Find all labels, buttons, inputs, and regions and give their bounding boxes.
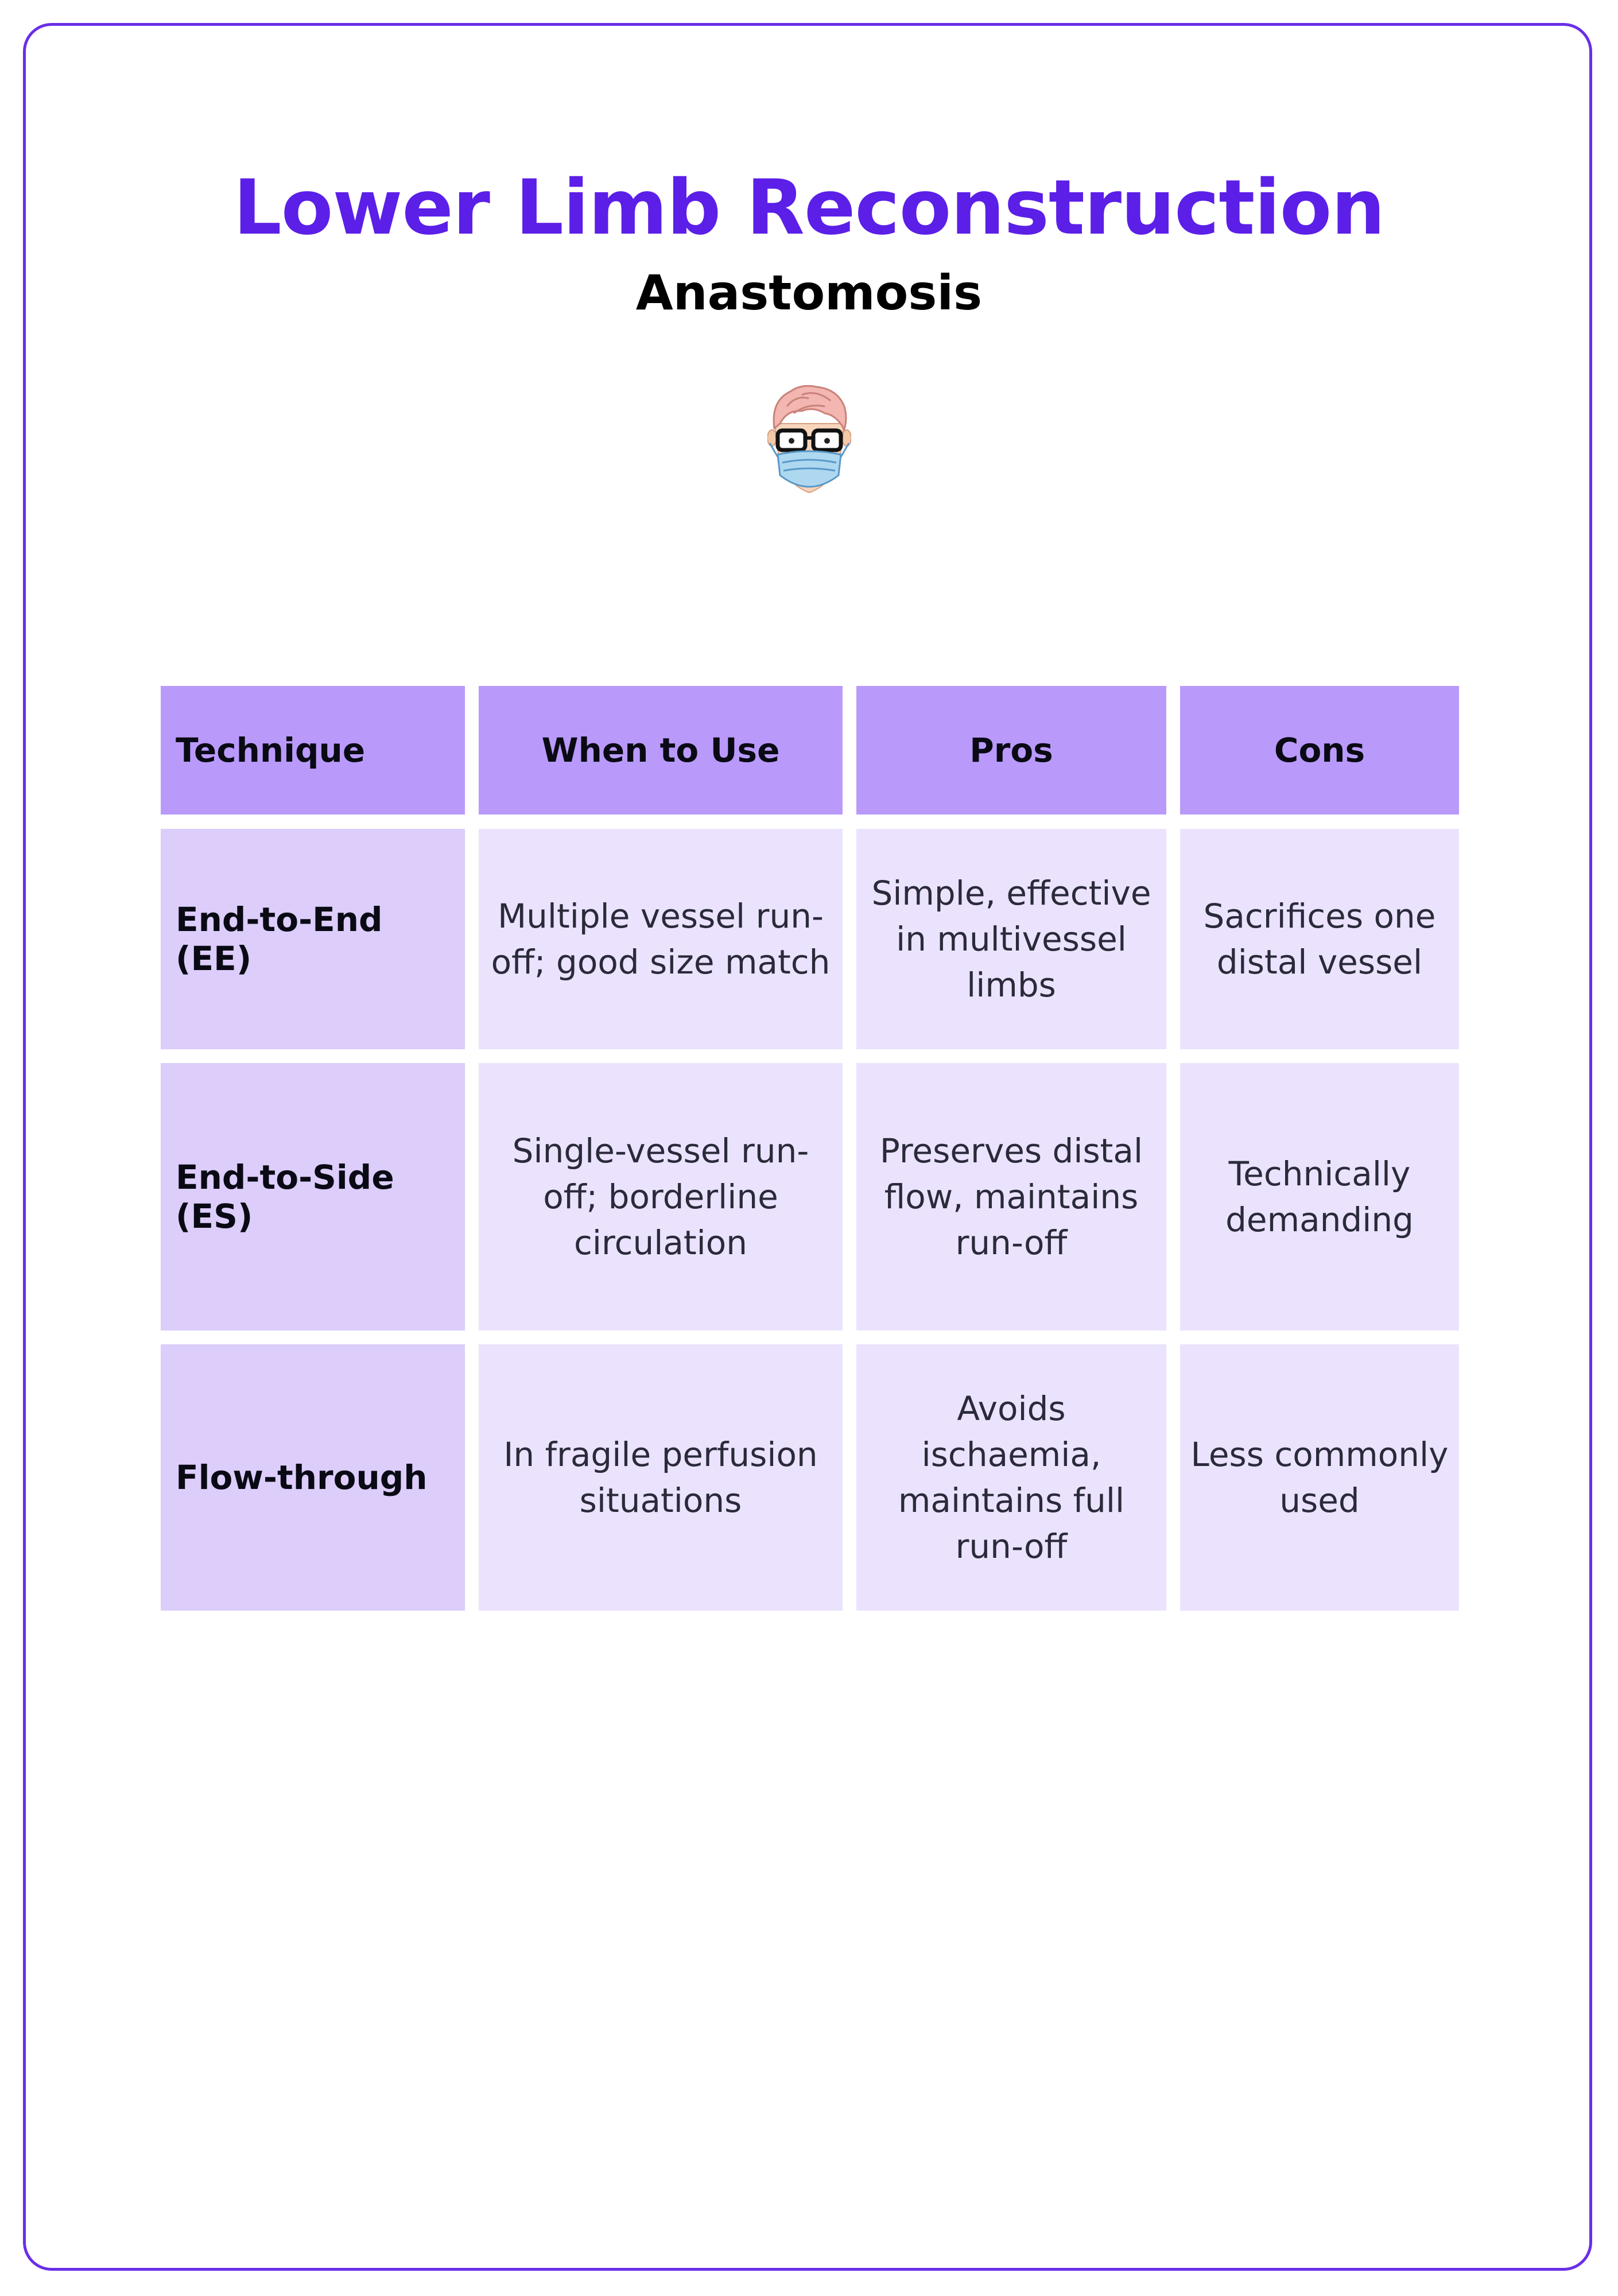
row-technique-end-to-end: End-to-End (EE) xyxy=(161,829,465,1049)
page-title: Lower Limb Reconstruction xyxy=(233,164,1385,252)
row-technique-end-to-side: End-to-Side (ES) xyxy=(161,1063,465,1331)
row-technique-flow-through: Flow-through xyxy=(161,1344,465,1611)
doctor-mask-avatar-icon xyxy=(767,383,851,498)
table-cell-cons: Less commonly used xyxy=(1180,1344,1459,1611)
table-cell-pros: Simple, effective in multivessel limbs xyxy=(856,829,1166,1049)
table-cell-cons: Sacrifices one distal vessel xyxy=(1180,829,1459,1049)
column-header-pros: Pros xyxy=(856,686,1166,815)
table-cell-when: Multiple vessel run-off; good size match xyxy=(479,829,843,1049)
table-cell-cons: Technically demanding xyxy=(1180,1063,1459,1331)
table-cell-when: Single-vessel run-off; borderline circulation xyxy=(479,1063,843,1331)
table-cell-pros: Avoids ischaemia, maintains full run-off xyxy=(856,1344,1166,1611)
column-header-cons: Cons xyxy=(1180,686,1459,815)
table-cell-when: In fragile perfusion situations xyxy=(479,1344,843,1611)
column-header-when-to-use: When to Use xyxy=(479,686,843,815)
column-header-technique: Technique xyxy=(161,686,465,815)
table-cell-pros: Preserves distal flow, maintains run-off xyxy=(856,1063,1166,1331)
page-subtitle: Anastomosis xyxy=(635,265,983,321)
